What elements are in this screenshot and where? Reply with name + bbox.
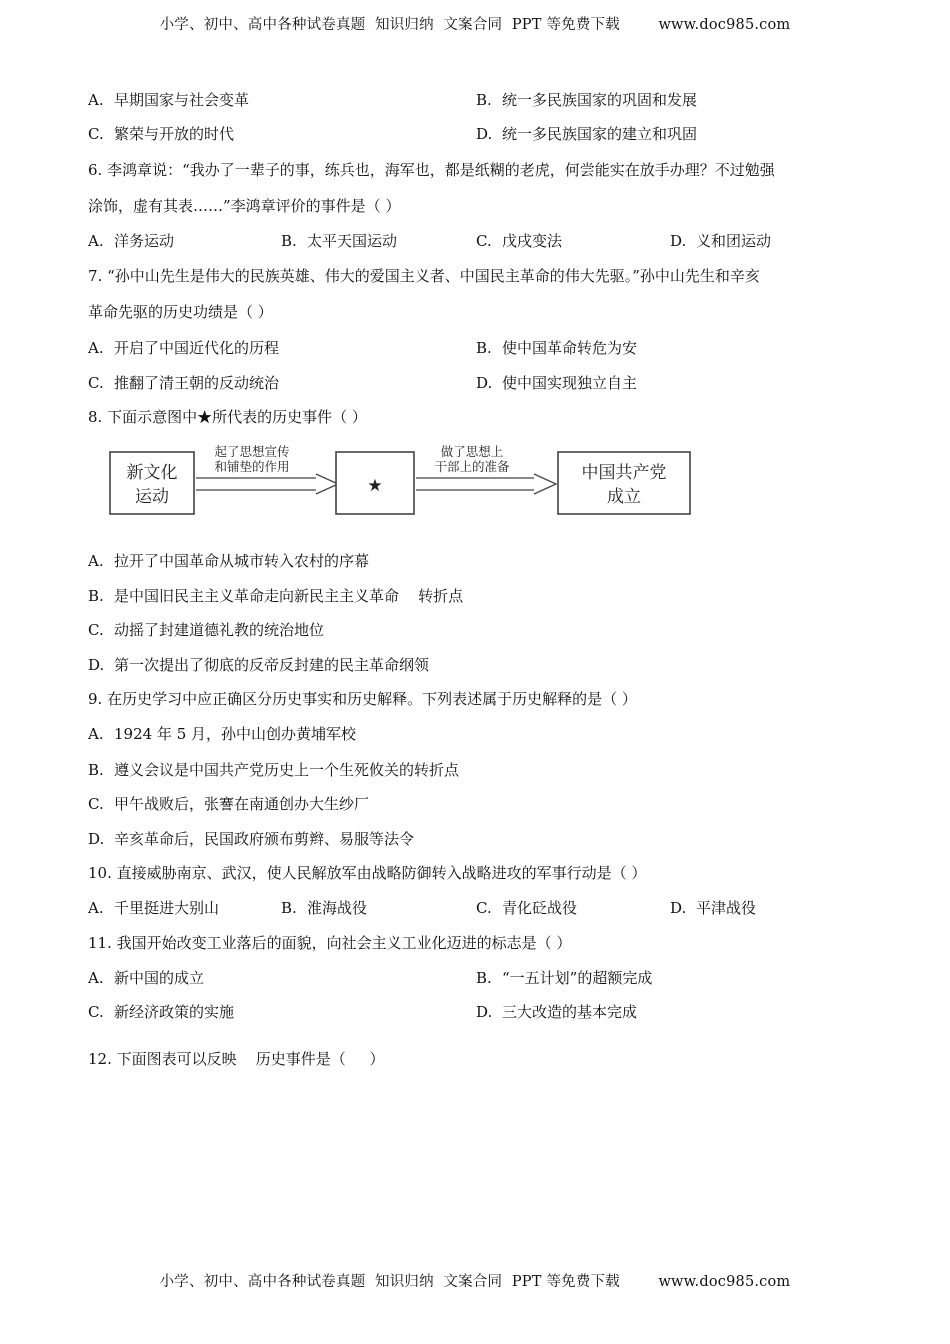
option-letter: D. [670, 232, 687, 250]
q10-option-b [281, 898, 367, 918]
q8-stem: 8. 下面示意图中★所代表的历史事件（ ） [88, 408, 367, 426]
q8-option-d [88, 655, 429, 675]
q10-stem: 10. 直接威胁南京、武汉，使人民解放军由战略防御转入战略进攻的军事行动是（ ） [88, 864, 647, 882]
option-letter: B. [476, 339, 492, 357]
option-text: 1924 年 5 月，孙中山创办黄埔军校 [114, 725, 357, 743]
page-footer [0, 1270, 950, 1291]
option-letter: C. [88, 795, 104, 813]
option-letter: C. [88, 621, 104, 639]
option-letter: D. [670, 899, 687, 917]
q7-option-a [88, 338, 279, 358]
footer-text: 小学、初中、高中各种试卷真题 知识归纳 文案合同 PPT 等免费下载 [159, 1274, 620, 1290]
option-letter: C. [476, 899, 492, 917]
q7-stem-line2: 革命先驱的历史功绩是（ ） [88, 303, 273, 321]
box1-line1: 新文化 [126, 463, 178, 483]
option-letter: D. [476, 125, 493, 143]
option-letter: D. [476, 1003, 493, 1021]
option-text: 开启了中国近代化的历程 [114, 339, 280, 357]
q11-stem: 11. 我国开始改变工业落后的面貌，向社会主义工业化迈进的标志是（ ） [88, 934, 572, 952]
option-letter: D. [88, 830, 105, 848]
option-text: 青化砭战役 [502, 899, 578, 917]
q7-stem-line1: 7. “孙中山先生是伟大的民族英雄、伟大的爱国主义者、中国民主革命的伟大先驱。”孙中山先生和辛亥 [88, 267, 760, 285]
q5-option-c [88, 124, 234, 144]
q8-option-b [88, 586, 463, 606]
option-text: 千里挺进大别山 [114, 899, 220, 917]
box3-line1: 中国共产党 [581, 463, 667, 483]
q5-option-a [88, 90, 249, 110]
option-letter: B. [88, 761, 104, 779]
q6-stem-line2: 涂饰，虚有其表……”李鸿章评价的事件是（ ） [88, 197, 401, 215]
option-letter: B. [476, 91, 492, 109]
q10-option-a [88, 898, 219, 918]
option-letter: A. [88, 91, 104, 109]
option-letter: D. [476, 374, 493, 392]
q8-option-a [88, 551, 369, 571]
header-text: 小学、初中、高中各种试卷真题 知识归纳 文案合同 PPT 等免费下载 [159, 17, 620, 33]
q9-option-d [88, 829, 414, 849]
q6-stem-line1: 6. 李鸿章说：“我办了一辈子的事，练兵也，海军也，都是纸糊的老虎，何尝能实在放手办理？不过勉强 [88, 161, 775, 179]
q8-flow-diagram [106, 438, 696, 520]
option-letter: C. [88, 1003, 104, 1021]
option-text: 拉开了中国革命从城市转入农村的序幕 [114, 552, 370, 570]
q11-option-d [476, 1002, 637, 1022]
option-text: 三大改造的基本完成 [502, 1003, 638, 1021]
q7-option-d [476, 373, 637, 393]
option-letter: A. [88, 899, 104, 917]
option-text: 新经济政策的实施 [114, 1003, 235, 1021]
option-letter: A. [88, 552, 104, 570]
option-text: 使中国实现独立自主 [502, 374, 638, 392]
arrow1-line2: 和铺垫的作用 [214, 459, 290, 474]
diagram-arrow-2 [416, 474, 556, 494]
option-text: 淮海战役 [307, 899, 368, 917]
header-url: www.doc985.com [658, 17, 791, 33]
option-letter: B. [281, 232, 297, 250]
option-letter: A. [88, 725, 104, 743]
option-text: 使中国革命转危为安 [502, 339, 638, 357]
star-icon: ★ [367, 476, 383, 496]
option-text: 新中国的成立 [114, 969, 205, 987]
option-letter: B. [476, 969, 492, 987]
option-letter: D. [88, 656, 105, 674]
option-letter: C. [88, 125, 104, 143]
q9-option-b [88, 760, 459, 780]
option-text: 是中国旧民主主义革命走向新民主主义革命 转折点 [114, 587, 464, 605]
option-text: 统一多民族国家的巩固和发展 [502, 91, 698, 109]
q9-option-a [88, 724, 356, 744]
q5-option-d [476, 124, 697, 144]
arrow2-line2: 干部上的准备 [434, 459, 510, 474]
q10-option-d [670, 898, 756, 918]
option-text: 太平天国运动 [307, 232, 398, 250]
q12-stem: 12. 下面图表可以反映 历史事件是（ ） [88, 1050, 385, 1068]
q11-option-b [476, 968, 652, 988]
q6-option-c [476, 231, 562, 251]
box1-line2: 运动 [135, 487, 169, 507]
q11-option-a [88, 968, 204, 988]
option-text: 戊戌变法 [502, 232, 563, 250]
option-text: 义和团运动 [696, 232, 772, 250]
q10-option-c [476, 898, 577, 918]
arrow1-line1: 起了思想宣传 [214, 444, 290, 459]
option-text: 早期国家与社会变革 [114, 91, 250, 109]
option-text: 洋务运动 [114, 232, 175, 250]
option-letter: A. [88, 339, 104, 357]
option-letter: A. [88, 232, 104, 250]
option-text: “一五计划”的超额完成 [502, 969, 653, 987]
option-letter: A. [88, 969, 104, 987]
q8-option-c [88, 620, 324, 640]
q5-option-b [476, 90, 697, 110]
q9-stem: 9. 在历史学习中应正确区分历史事实和历史解释。下列表述属于历史解释的是（ ） [88, 690, 637, 708]
option-text: 第一次提出了彻底的反帝反封建的民主革命纲领 [114, 656, 430, 674]
option-text: 繁荣与开放的时代 [114, 125, 235, 143]
footer-url: www.doc985.com [658, 1274, 791, 1290]
flow-diagram-svg [106, 438, 696, 520]
q6-option-b [281, 231, 397, 251]
option-text: 统一多民族国家的建立和巩固 [502, 125, 698, 143]
option-text: 遵义会议是中国共产党历史上一个生死攸关的转折点 [114, 761, 460, 779]
option-letter: C. [88, 374, 104, 392]
q6-option-a [88, 231, 174, 251]
q11-option-c [88, 1002, 234, 1022]
q7-option-c [88, 373, 279, 393]
option-text: 推翻了清王朝的反动统治 [114, 374, 280, 392]
option-text: 平津战役 [696, 899, 757, 917]
box3-line2: 成立 [607, 487, 641, 507]
q9-option-c [88, 794, 369, 814]
option-text: 动摇了封建道德礼教的统治地位 [114, 621, 325, 639]
option-letter: B. [281, 899, 297, 917]
q6-option-d [670, 231, 771, 251]
option-letter: C. [476, 232, 492, 250]
option-text: 甲午战败后，张謇在南通创办大生纱厂 [114, 795, 370, 813]
page-header [0, 13, 950, 34]
diagram-arrow-1 [196, 474, 338, 494]
arrow2-line1: 做了思想上 [440, 444, 504, 459]
option-text: 辛亥革命后，民国政府颁布剪辫、易服等法令 [114, 830, 415, 848]
option-letter: B. [88, 587, 104, 605]
q7-option-b [476, 338, 637, 358]
